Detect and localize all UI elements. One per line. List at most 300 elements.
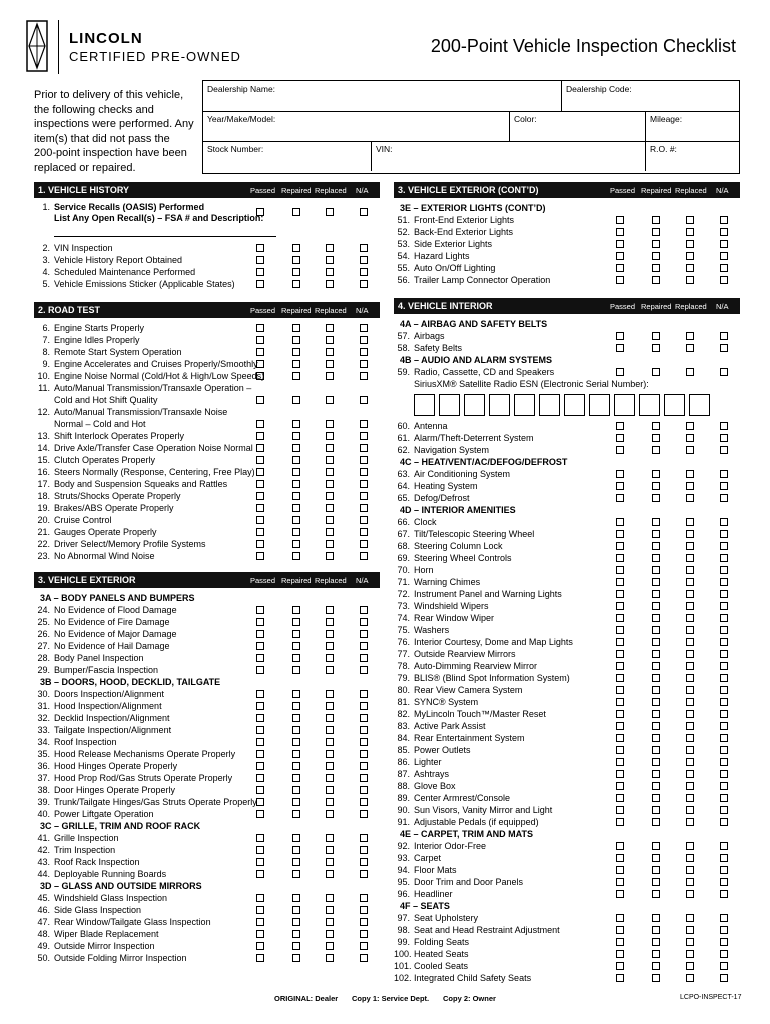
checkbox-passed[interactable]: [616, 470, 624, 478]
checkbox-passed[interactable]: [256, 654, 264, 662]
checkbox-repaired[interactable]: [292, 480, 300, 488]
checkbox-replaced[interactable]: [686, 962, 694, 970]
checkbox-na[interactable]: [720, 926, 728, 934]
checkbox-passed[interactable]: [616, 434, 624, 442]
checkbox-na[interactable]: [720, 434, 728, 442]
checkbox-passed[interactable]: [256, 372, 264, 380]
checkbox-na[interactable]: [360, 774, 368, 782]
checkbox-repaired[interactable]: [652, 240, 660, 248]
checkbox-replaced[interactable]: [686, 602, 694, 610]
checkbox-na[interactable]: [360, 954, 368, 962]
checkbox-repaired[interactable]: [292, 738, 300, 746]
checkbox-replaced[interactable]: [686, 216, 694, 224]
checkbox-replaced[interactable]: [686, 482, 694, 490]
checkbox-repaired[interactable]: [652, 566, 660, 574]
checkbox-replaced[interactable]: [686, 276, 694, 284]
checkbox-replaced[interactable]: [326, 750, 334, 758]
checkbox-passed[interactable]: [616, 264, 624, 272]
checkbox-passed[interactable]: [256, 630, 264, 638]
checkbox-na[interactable]: [720, 482, 728, 490]
checkbox-replaced[interactable]: [326, 846, 334, 854]
checkbox-repaired[interactable]: [292, 372, 300, 380]
checkbox-passed[interactable]: [616, 332, 624, 340]
checkbox-na[interactable]: [720, 446, 728, 454]
checkbox-na[interactable]: [360, 360, 368, 368]
checkbox-passed[interactable]: [256, 360, 264, 368]
checkbox-replaced[interactable]: [686, 578, 694, 586]
checkbox-replaced[interactable]: [326, 324, 334, 332]
checkbox-na[interactable]: [720, 252, 728, 260]
checkbox-na[interactable]: [360, 244, 368, 252]
checkbox-replaced[interactable]: [686, 914, 694, 922]
checkbox-passed[interactable]: [616, 344, 624, 352]
checkbox-passed[interactable]: [256, 894, 264, 902]
checkbox-na[interactable]: [360, 396, 368, 404]
checkbox-na[interactable]: [720, 542, 728, 550]
checkbox-passed[interactable]: [616, 626, 624, 634]
checkbox-replaced[interactable]: [326, 208, 334, 216]
checkbox-passed[interactable]: [256, 268, 264, 276]
checkbox-passed[interactable]: [256, 336, 264, 344]
checkbox-na[interactable]: [720, 264, 728, 272]
checkbox-na[interactable]: [720, 332, 728, 340]
checkbox-passed[interactable]: [256, 396, 264, 404]
checkbox-passed[interactable]: [256, 798, 264, 806]
mileage-field[interactable]: Mileage:: [645, 111, 739, 141]
checkbox-passed[interactable]: [616, 566, 624, 574]
checkbox-na[interactable]: [360, 894, 368, 902]
checkbox-repaired[interactable]: [292, 870, 300, 878]
checkbox-passed[interactable]: [616, 782, 624, 790]
checkbox-repaired[interactable]: [652, 890, 660, 898]
checkbox-na[interactable]: [720, 240, 728, 248]
checkbox-repaired[interactable]: [652, 216, 660, 224]
checkbox-repaired[interactable]: [292, 750, 300, 758]
checkbox-na[interactable]: [360, 540, 368, 548]
checkbox-repaired[interactable]: [652, 434, 660, 442]
checkbox-passed[interactable]: [616, 950, 624, 958]
checkbox-na[interactable]: [720, 962, 728, 970]
checkbox-repaired[interactable]: [652, 344, 660, 352]
checkbox-na[interactable]: [720, 734, 728, 742]
checkbox-replaced[interactable]: [686, 264, 694, 272]
checkbox-repaired[interactable]: [652, 938, 660, 946]
checkbox-na[interactable]: [720, 914, 728, 922]
checkbox-na[interactable]: [720, 698, 728, 706]
checkbox-replaced[interactable]: [326, 256, 334, 264]
checkbox-passed[interactable]: [616, 818, 624, 826]
checkbox-repaired[interactable]: [292, 918, 300, 926]
checkbox-replaced[interactable]: [326, 738, 334, 746]
checkbox-na[interactable]: [720, 806, 728, 814]
checkbox-replaced[interactable]: [686, 710, 694, 718]
checkbox-na[interactable]: [720, 686, 728, 694]
year-make-model-field[interactable]: Year/Make/Model:: [207, 114, 276, 124]
recall-write-in-line[interactable]: [34, 228, 380, 242]
checkbox-repaired[interactable]: [292, 606, 300, 614]
checkbox-repaired[interactable]: [292, 834, 300, 842]
checkbox-passed[interactable]: [616, 446, 624, 454]
checkbox-na[interactable]: [720, 938, 728, 946]
checkbox-passed[interactable]: [616, 578, 624, 586]
checkbox-replaced[interactable]: [326, 954, 334, 962]
checkbox-repaired[interactable]: [292, 504, 300, 512]
checkbox-na[interactable]: [720, 782, 728, 790]
checkbox-na[interactable]: [720, 638, 728, 646]
checkbox-repaired[interactable]: [292, 798, 300, 806]
checkbox-repaired[interactable]: [292, 256, 300, 264]
checkbox-replaced[interactable]: [686, 806, 694, 814]
checkbox-repaired[interactable]: [292, 468, 300, 476]
checkbox-replaced[interactable]: [686, 446, 694, 454]
checkbox-replaced[interactable]: [686, 614, 694, 622]
checkbox-replaced[interactable]: [326, 762, 334, 770]
checkbox-repaired[interactable]: [652, 530, 660, 538]
checkbox-replaced[interactable]: [686, 974, 694, 982]
checkbox-repaired[interactable]: [652, 662, 660, 670]
esn-digit-box[interactable]: [689, 394, 710, 416]
checkbox-repaired[interactable]: [292, 244, 300, 252]
checkbox-na[interactable]: [720, 626, 728, 634]
checkbox-na[interactable]: [360, 516, 368, 524]
checkbox-passed[interactable]: [616, 746, 624, 754]
checkbox-passed[interactable]: [256, 690, 264, 698]
checkbox-repaired[interactable]: [292, 336, 300, 344]
checkbox-passed[interactable]: [256, 930, 264, 938]
checkbox-replaced[interactable]: [326, 516, 334, 524]
checkbox-repaired[interactable]: [652, 950, 660, 958]
checkbox-passed[interactable]: [616, 770, 624, 778]
checkbox-passed[interactable]: [256, 256, 264, 264]
stock-number-field[interactable]: Stock Number:: [207, 144, 264, 154]
checkbox-replaced[interactable]: [686, 674, 694, 682]
checkbox-repaired[interactable]: [652, 602, 660, 610]
checkbox-na[interactable]: [720, 758, 728, 766]
checkbox-na[interactable]: [360, 480, 368, 488]
checkbox-replaced[interactable]: [686, 518, 694, 526]
checkbox-replaced[interactable]: [326, 630, 334, 638]
checkbox-passed[interactable]: [616, 638, 624, 646]
esn-digit-box[interactable]: [639, 394, 660, 416]
checkbox-passed[interactable]: [256, 456, 264, 464]
checkbox-repaired[interactable]: [292, 552, 300, 560]
checkbox-replaced[interactable]: [686, 530, 694, 538]
checkbox-na[interactable]: [360, 336, 368, 344]
checkbox-passed[interactable]: [256, 738, 264, 746]
checkbox-replaced[interactable]: [686, 782, 694, 790]
checkbox-replaced[interactable]: [686, 470, 694, 478]
checkbox-replaced[interactable]: [686, 878, 694, 886]
checkbox-replaced[interactable]: [326, 540, 334, 548]
checkbox-replaced[interactable]: [686, 662, 694, 670]
checkbox-passed[interactable]: [256, 726, 264, 734]
checkbox-passed[interactable]: [256, 208, 264, 216]
checkbox-repaired[interactable]: [292, 774, 300, 782]
checkbox-passed[interactable]: [256, 714, 264, 722]
checkbox-passed[interactable]: [256, 954, 264, 962]
checkbox-passed[interactable]: [616, 962, 624, 970]
checkbox-repaired[interactable]: [292, 630, 300, 638]
checkbox-repaired[interactable]: [652, 554, 660, 562]
checkbox-passed[interactable]: [616, 890, 624, 898]
checkbox-passed[interactable]: [256, 642, 264, 650]
checkbox-na[interactable]: [360, 666, 368, 674]
checkbox-repaired[interactable]: [652, 368, 660, 376]
checkbox-replaced[interactable]: [326, 552, 334, 560]
checkbox-na[interactable]: [360, 280, 368, 288]
checkbox-repaired[interactable]: [292, 360, 300, 368]
checkbox-na[interactable]: [360, 702, 368, 710]
checkbox-repaired[interactable]: [652, 686, 660, 694]
checkbox-passed[interactable]: [256, 468, 264, 476]
checkbox-passed[interactable]: [616, 758, 624, 766]
checkbox-passed[interactable]: [256, 618, 264, 626]
checkbox-replaced[interactable]: [326, 396, 334, 404]
checkbox-passed[interactable]: [616, 276, 624, 284]
checkbox-replaced[interactable]: [326, 714, 334, 722]
checkbox-replaced[interactable]: [326, 690, 334, 698]
checkbox-repaired[interactable]: [652, 698, 660, 706]
checkbox-passed[interactable]: [256, 552, 264, 560]
checkbox-replaced[interactable]: [686, 890, 694, 898]
checkbox-na[interactable]: [360, 618, 368, 626]
checkbox-na[interactable]: [720, 590, 728, 598]
checkbox-passed[interactable]: [256, 492, 264, 500]
checkbox-passed[interactable]: [256, 858, 264, 866]
checkbox-na[interactable]: [360, 690, 368, 698]
checkbox-repaired[interactable]: [292, 954, 300, 962]
checkbox-na[interactable]: [720, 566, 728, 574]
checkbox-replaced[interactable]: [686, 926, 694, 934]
checkbox-repaired[interactable]: [652, 974, 660, 982]
checkbox-na[interactable]: [360, 942, 368, 950]
checkbox-repaired[interactable]: [292, 396, 300, 404]
checkbox-repaired[interactable]: [652, 542, 660, 550]
checkbox-repaired[interactable]: [292, 280, 300, 288]
checkbox-na[interactable]: [360, 654, 368, 662]
checkbox-repaired[interactable]: [652, 746, 660, 754]
checkbox-passed[interactable]: [616, 734, 624, 742]
checkbox-passed[interactable]: [256, 918, 264, 926]
checkbox-na[interactable]: [720, 344, 728, 352]
checkbox-repaired[interactable]: [652, 614, 660, 622]
checkbox-replaced[interactable]: [686, 698, 694, 706]
checkbox-repaired[interactable]: [292, 786, 300, 794]
checkbox-replaced[interactable]: [326, 786, 334, 794]
checkbox-passed[interactable]: [616, 368, 624, 376]
esn-digit-box[interactable]: [539, 394, 560, 416]
checkbox-na[interactable]: [720, 674, 728, 682]
checkbox-passed[interactable]: [256, 786, 264, 794]
checkbox-repaired[interactable]: [292, 702, 300, 710]
checkbox-replaced[interactable]: [686, 686, 694, 694]
checkbox-na[interactable]: [720, 662, 728, 670]
checkbox-passed[interactable]: [616, 554, 624, 562]
checkbox-replaced[interactable]: [326, 798, 334, 806]
checkbox-passed[interactable]: [616, 842, 624, 850]
checkbox-passed[interactable]: [256, 870, 264, 878]
checkbox-na[interactable]: [720, 854, 728, 862]
checkbox-passed[interactable]: [616, 926, 624, 934]
checkbox-passed[interactable]: [256, 942, 264, 950]
checkbox-repaired[interactable]: [652, 710, 660, 718]
checkbox-repaired[interactable]: [292, 420, 300, 428]
checkbox-na[interactable]: [360, 786, 368, 794]
checkbox-na[interactable]: [360, 762, 368, 770]
checkbox-na[interactable]: [360, 468, 368, 476]
checkbox-repaired[interactable]: [652, 758, 660, 766]
checkbox-passed[interactable]: [616, 216, 624, 224]
checkbox-na[interactable]: [360, 918, 368, 926]
checkbox-replaced[interactable]: [326, 618, 334, 626]
checkbox-replaced[interactable]: [326, 244, 334, 252]
checkbox-passed[interactable]: [616, 422, 624, 430]
checkbox-replaced[interactable]: [686, 494, 694, 502]
esn-digit-box[interactable]: [664, 394, 685, 416]
color-field[interactable]: Color:: [509, 111, 645, 141]
checkbox-na[interactable]: [360, 726, 368, 734]
checkbox-repaired[interactable]: [292, 654, 300, 662]
checkbox-replaced[interactable]: [326, 654, 334, 662]
checkbox-repaired[interactable]: [652, 914, 660, 922]
checkbox-passed[interactable]: [616, 252, 624, 260]
checkbox-passed[interactable]: [256, 280, 264, 288]
esn-digit-box[interactable]: [414, 394, 435, 416]
esn-digit-box[interactable]: [439, 394, 460, 416]
checkbox-repaired[interactable]: [652, 806, 660, 814]
checkbox-repaired[interactable]: [292, 666, 300, 674]
checkbox-na[interactable]: [360, 444, 368, 452]
checkbox-replaced[interactable]: [326, 420, 334, 428]
checkbox-repaired[interactable]: [652, 722, 660, 730]
checkbox-na[interactable]: [360, 348, 368, 356]
checkbox-repaired[interactable]: [652, 228, 660, 236]
checkbox-na[interactable]: [360, 738, 368, 746]
checkbox-repaired[interactable]: [292, 906, 300, 914]
checkbox-na[interactable]: [720, 554, 728, 562]
checkbox-repaired[interactable]: [652, 470, 660, 478]
checkbox-na[interactable]: [360, 324, 368, 332]
checkbox-passed[interactable]: [616, 854, 624, 862]
checkbox-repaired[interactable]: [292, 726, 300, 734]
checkbox-replaced[interactable]: [686, 818, 694, 826]
checkbox-replaced[interactable]: [686, 854, 694, 862]
checkbox-replaced[interactable]: [326, 894, 334, 902]
checkbox-passed[interactable]: [256, 762, 264, 770]
checkbox-passed[interactable]: [256, 906, 264, 914]
checkbox-passed[interactable]: [616, 914, 624, 922]
checkbox-repaired[interactable]: [652, 276, 660, 284]
checkbox-passed[interactable]: [616, 530, 624, 538]
checkbox-passed[interactable]: [256, 348, 264, 356]
checkbox-replaced[interactable]: [326, 504, 334, 512]
checkbox-repaired[interactable]: [292, 846, 300, 854]
checkbox-repaired[interactable]: [292, 456, 300, 464]
checkbox-na[interactable]: [720, 470, 728, 478]
checkbox-repaired[interactable]: [292, 858, 300, 866]
checkbox-passed[interactable]: [616, 662, 624, 670]
checkbox-repaired[interactable]: [652, 818, 660, 826]
checkbox-passed[interactable]: [616, 614, 624, 622]
checkbox-repaired[interactable]: [652, 590, 660, 598]
esn-digit-box[interactable]: [589, 394, 610, 416]
checkbox-repaired[interactable]: [652, 252, 660, 260]
checkbox-passed[interactable]: [616, 650, 624, 658]
checkbox-repaired[interactable]: [292, 810, 300, 818]
checkbox-repaired[interactable]: [292, 618, 300, 626]
checkbox-repaired[interactable]: [292, 432, 300, 440]
checkbox-na[interactable]: [720, 722, 728, 730]
checkbox-replaced[interactable]: [326, 360, 334, 368]
checkbox-na[interactable]: [360, 870, 368, 878]
checkbox-repaired[interactable]: [292, 714, 300, 722]
checkbox-replaced[interactable]: [326, 774, 334, 782]
checkbox-repaired[interactable]: [292, 268, 300, 276]
checkbox-na[interactable]: [720, 974, 728, 982]
esn-digit-box[interactable]: [464, 394, 485, 416]
esn-digit-box[interactable]: [514, 394, 535, 416]
checkbox-na[interactable]: [720, 818, 728, 826]
checkbox-replaced[interactable]: [686, 722, 694, 730]
checkbox-passed[interactable]: [256, 606, 264, 614]
checkbox-na[interactable]: [720, 842, 728, 850]
checkbox-replaced[interactable]: [686, 228, 694, 236]
checkbox-replaced[interactable]: [326, 918, 334, 926]
checkbox-repaired[interactable]: [292, 516, 300, 524]
checkbox-passed[interactable]: [256, 480, 264, 488]
checkbox-na[interactable]: [360, 930, 368, 938]
checkbox-repaired[interactable]: [292, 528, 300, 536]
checkbox-replaced[interactable]: [686, 332, 694, 340]
checkbox-replaced[interactable]: [326, 834, 334, 842]
checkbox-na[interactable]: [360, 858, 368, 866]
checkbox-repaired[interactable]: [292, 348, 300, 356]
checkbox-repaired[interactable]: [652, 422, 660, 430]
checkbox-replaced[interactable]: [326, 468, 334, 476]
checkbox-passed[interactable]: [256, 540, 264, 548]
checkbox-replaced[interactable]: [326, 906, 334, 914]
checkbox-passed[interactable]: [256, 528, 264, 536]
esn-digit-box[interactable]: [614, 394, 635, 416]
checkbox-passed[interactable]: [256, 810, 264, 818]
checkbox-na[interactable]: [720, 518, 728, 526]
checkbox-replaced[interactable]: [326, 348, 334, 356]
checkbox-replaced[interactable]: [686, 566, 694, 574]
checkbox-repaired[interactable]: [652, 734, 660, 742]
checkbox-na[interactable]: [720, 422, 728, 430]
checkbox-replaced[interactable]: [686, 638, 694, 646]
checkbox-repaired[interactable]: [652, 626, 660, 634]
checkbox-na[interactable]: [360, 810, 368, 818]
checkbox-na[interactable]: [360, 846, 368, 854]
checkbox-repaired[interactable]: [652, 264, 660, 272]
checkbox-passed[interactable]: [256, 666, 264, 674]
checkbox-na[interactable]: [360, 492, 368, 500]
checkbox-replaced[interactable]: [326, 480, 334, 488]
checkbox-na[interactable]: [720, 794, 728, 802]
checkbox-passed[interactable]: [616, 674, 624, 682]
checkbox-repaired[interactable]: [292, 762, 300, 770]
checkbox-replaced[interactable]: [686, 746, 694, 754]
checkbox-na[interactable]: [720, 276, 728, 284]
checkbox-repaired[interactable]: [652, 842, 660, 850]
checkbox-replaced[interactable]: [686, 950, 694, 958]
checkbox-replaced[interactable]: [326, 528, 334, 536]
ro-number-field[interactable]: R.O. #:: [645, 141, 739, 171]
checkbox-na[interactable]: [360, 504, 368, 512]
checkbox-na[interactable]: [360, 208, 368, 216]
esn-digit-box[interactable]: [489, 394, 510, 416]
